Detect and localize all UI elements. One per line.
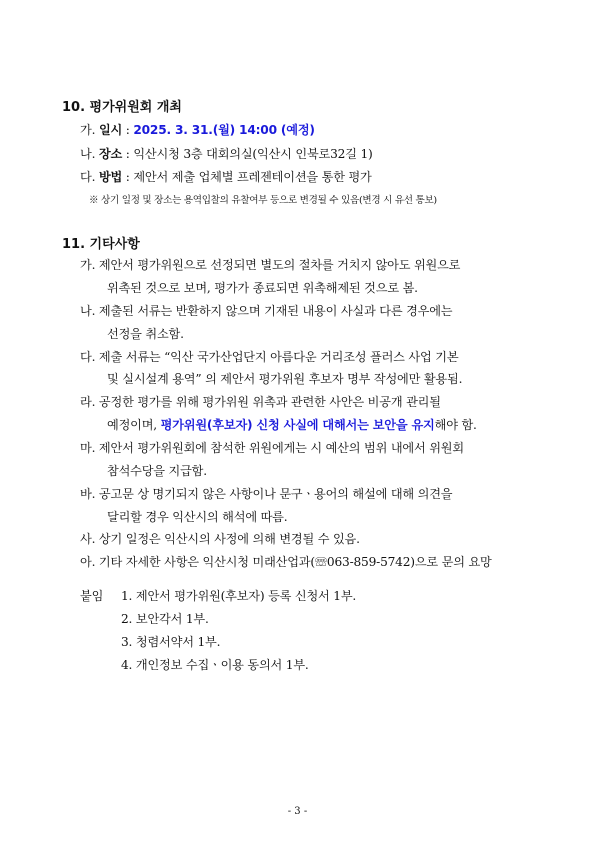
item-marker: 다. [80, 170, 96, 184]
text-segment: 예정이며, [107, 418, 161, 432]
attachment-item: 2. 보안각서 1부. [121, 612, 209, 626]
list-item-continuation: 선정을 취소함. [107, 327, 184, 341]
date-value: 2025. 3. 31.(월) 14:00 (예정) [133, 123, 315, 137]
place-label: 장소 [98, 147, 123, 161]
list-item: 아. 기타 자세한 사항은 익산시청 미래산업과(☏063-859-5742)으로 문의 요망 [80, 555, 492, 569]
date-label: 일시 [98, 123, 123, 137]
page-number: - 3 - [287, 806, 308, 817]
text-segment: 해야 함. [434, 418, 477, 432]
list-item: 다. 제출 서류는 “익산 국가산업단지 아름다운 거리조성 플러스 사업 기본 [80, 350, 459, 364]
schedule-note: ※ 상기 일정 및 장소는 용역입찰의 유찰여부 등으로 변경될 수 있음(변경 시 유선 통보) [89, 195, 437, 206]
item-marker: 나. [80, 147, 96, 161]
schedule-place-line [80, 145, 373, 162]
list-item-continuation: 참석수당을 지급함. [107, 464, 207, 478]
list-item-continuation [107, 416, 477, 433]
attachment-item: 4. 개인정보 수집ㆍ이용 동의서 1부. [121, 658, 309, 672]
list-item: 가. 제안서 평가위원으로 선정되면 별도의 절차를 거치지 않아도 위원으로 [80, 258, 461, 272]
separator: : [122, 147, 134, 161]
schedule-method-line [80, 168, 372, 185]
list-item-continuation: 및 실시설계 용역” 의 제안서 평가위원 후보자 명부 작성에만 활용됨. [107, 372, 463, 386]
method-label: 방법 [98, 170, 123, 184]
list-item-continuation: 위촉된 것으로 보며, 평가가 종료되면 위촉해제된 것으로 봄. [107, 281, 418, 295]
list-item: 라. 공정한 평가를 위해 평가위원 위촉과 관련한 사안은 비공개 관리될 [80, 395, 441, 409]
item-marker: 가. [80, 123, 96, 137]
section-10-title: 10. 평가위원회 개최 [62, 100, 182, 115]
section-11-title: 11. 기타사항 [62, 237, 140, 252]
attachments-label: 붙임 [80, 589, 104, 603]
list-item: 나. 제출된 서류는 반환하지 않으며 기재된 내용이 사실과 다른 경우에는 [80, 304, 453, 318]
list-item: 마. 제안서 평가위원회에 참석한 위원에게는 시 예산의 범위 내에서 위원회 [80, 441, 464, 455]
list-item-continuation: 달리할 경우 익산시의 해석에 따름. [107, 510, 288, 524]
list-item: 바. 공고문 상 명기되지 않은 사항이나 문구ㆍ용어의 해설에 대해 의견을 [80, 487, 453, 501]
attachment-item: 3. 청렴서약서 1부. [121, 635, 221, 649]
separator: : [122, 123, 134, 137]
schedule-date-line [80, 121, 315, 138]
security-notice-highlight: 평가위원(후보자) 신청 사실에 대해서는 보안을 유지 [160, 418, 435, 432]
attachment-item: 1. 제안서 평가위원(후보자) 등록 신청서 1부. [121, 589, 357, 603]
method-value: 제안서 제출 업체별 프레젠테이션을 통한 평가 [133, 170, 372, 184]
separator: : [122, 170, 134, 184]
list-item: 사. 상기 일정은 익산시의 사정에 의해 변경될 수 있음. [80, 532, 360, 546]
place-value: 익산시청 3층 대회의실(익산시 인북로32길 1) [133, 147, 373, 161]
